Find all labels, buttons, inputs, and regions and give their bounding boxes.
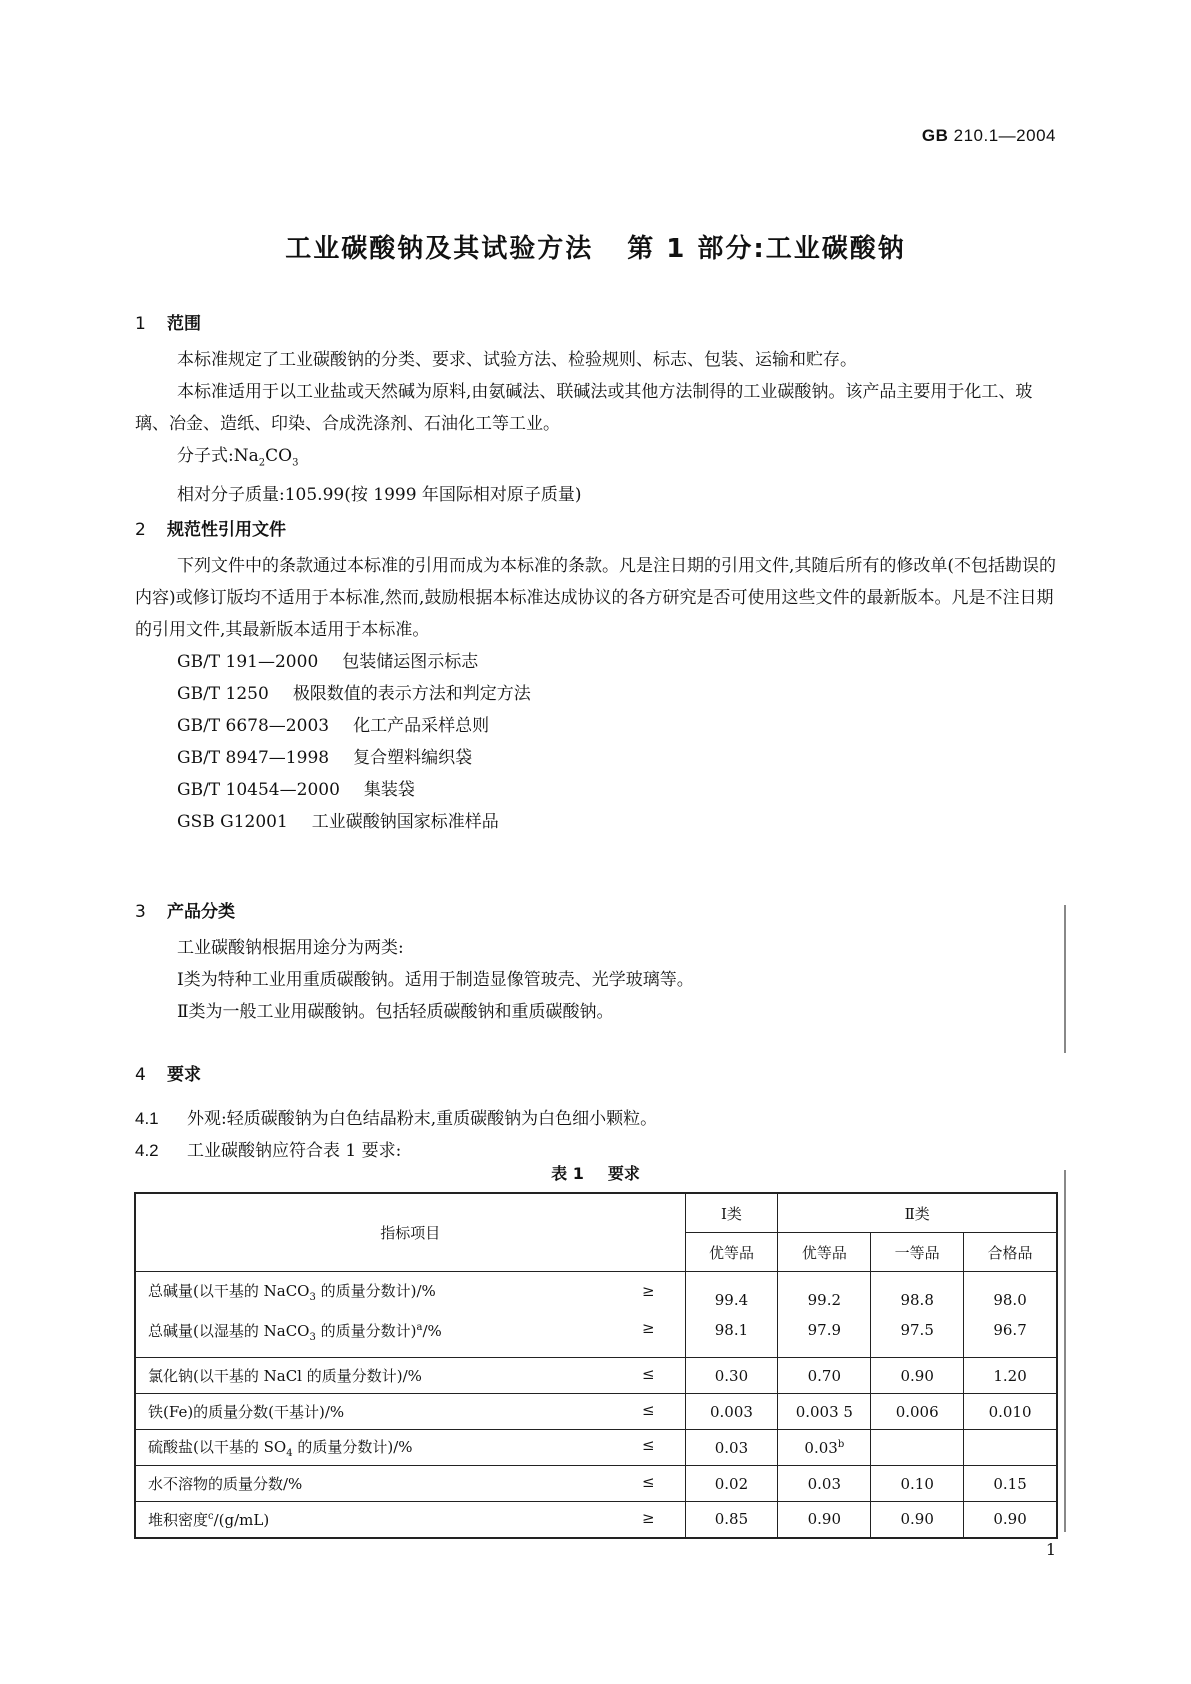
molecular-formula: 分子式$:Na_2CO_3$ bbox=[177, 446, 299, 469]
table-header-grade: 优等品 bbox=[685, 1233, 778, 1272]
document-title bbox=[0, 228, 1191, 265]
reference-item: GB/T 191—2000 包装储运图示标志 bbox=[177, 652, 479, 672]
title-part-a: 工业碳酸钠及其试验方法 bbox=[285, 234, 594, 264]
scope-body bbox=[135, 344, 1059, 511]
molecular-mass: 相对分子质量:105.99(按 1999 年国际相对原子质量) bbox=[177, 485, 582, 506]
table-caption: 表 1 要求 bbox=[551, 1164, 640, 1183]
reference-item: GB/T 6678—2003 化工产品采样总则 bbox=[177, 716, 490, 736]
table-header-grade: 合格品 bbox=[964, 1233, 1057, 1272]
table-header-class-1: Ⅰ类 bbox=[685, 1193, 778, 1233]
scope-paragraph: 本标准规定了工业碳酸钠的分类、要求、试验方法、检验规则、标志、包装、运输和贮存。 bbox=[177, 350, 857, 370]
revision-bar bbox=[1064, 905, 1066, 1053]
classification-paragraph: Ⅰ类为特种工业用重质碳酸钠。适用于制造显像管玻壳、光学玻璃等。 bbox=[177, 970, 694, 990]
scope-paragraph: 本标准适用于以工业盐或天然碱为原料,由氨碱法、联碱法或其他方法制得的工业碳酸钠。该产品主要用于化工、玻璃、冶金、造纸、印染、合成洗涤剂、石油化工等工业。 bbox=[135, 382, 1033, 434]
standard-code: 210.1—2004 bbox=[953, 126, 1056, 145]
requirement-4-2: 4.2 工业碳酸钠应符合表 1 要求: bbox=[135, 1141, 402, 1161]
page-number: 1 bbox=[1045, 1540, 1056, 1559]
table-header-item: 指标项目 bbox=[135, 1193, 685, 1272]
table-row: 总碱量(以干基的 NaCO$_3$ 的质量分数计)/% ≥ 总碱量(以湿基的 NaCO$_3$ 的质量分数计)$^a$/% ≥ 99.4 98.1 99.2 97.9 98.8 97.5 98.0 96.7 bbox=[135, 1272, 1057, 1358]
classification-paragraph: Ⅱ类为一般工业用碳酸钠。包括轻质碳酸钠和重质碳酸钠。 bbox=[177, 1002, 614, 1022]
reference-item: GB/T 8947—1998 复合塑料编织袋 bbox=[177, 748, 473, 768]
section-heading-references: 2 规范性引用文件 bbox=[135, 520, 286, 540]
references-body bbox=[135, 550, 1059, 838]
section-heading-classification: 3 产品分类 bbox=[135, 902, 235, 922]
standard-number bbox=[922, 126, 1056, 146]
table-header-grade: 一等品 bbox=[871, 1233, 964, 1272]
table-row: 堆积密度$^c$/(g/mL) ≥ 0.85 0.90 0.90 0.90 bbox=[135, 1502, 1057, 1538]
requirement-4-1: 4.1 外观:轻质碳酸钠为白色结晶粉末,重质碳酸钠为白色细小颗粒。 bbox=[135, 1109, 658, 1129]
table-header-grade: 优等品 bbox=[778, 1233, 871, 1272]
requirements-table bbox=[134, 1192, 1058, 1539]
reference-item: GSB G12001 工业碳酸钠国家标准样品 bbox=[177, 812, 499, 832]
classification-paragraph: 工业碳酸钠根据用途分为两类: bbox=[177, 938, 404, 958]
classification-body bbox=[135, 932, 1059, 1028]
table-row: 硫酸盐(以干基的 $SO_4$ 的质量分数计)/% ≤ 0.03 0.03$^b$ bbox=[135, 1430, 1057, 1466]
standard-prefix: GB bbox=[921, 126, 949, 145]
references-intro: 下列文件中的条款通过本标准的引用而成为本标准的条款。凡是注日期的引用文件,其随后所有的修改单(不包括勘误的内容)或修订版均不适用于本标准,然而,鼓励根据本标准达成协议的各方研究是否可使用这些文件的最新版本。凡是不注日期的引用文件,其最新版本适用于本标准。 bbox=[135, 556, 1057, 640]
title-part-b: 第 1 部分:工业碳酸钠 bbox=[627, 234, 906, 264]
reference-item: GB/T 10454—2000 集装袋 bbox=[177, 780, 415, 800]
table-row: 水不溶物的质量分数/% ≤ 0.02 0.03 0.10 0.15 bbox=[135, 1466, 1057, 1502]
reference-item: GB/T 1250 极限数值的表示方法和判定方法 bbox=[177, 684, 531, 704]
table-row: 氯化钠(以干基的 NaCl 的质量分数计)/% ≤ 0.30 0.70 0.90 1.20 bbox=[135, 1358, 1057, 1394]
section-heading-requirements: 4 要求 bbox=[135, 1065, 201, 1085]
section-heading-scope: 1 范围 bbox=[135, 314, 201, 334]
table-header-class-2: Ⅱ类 bbox=[778, 1193, 1057, 1233]
revision-bar bbox=[1064, 1170, 1066, 1532]
table-row: 铁(Fe)的质量分数(干基计)/% ≤ 0.003 0.003 5 0.006 0.010 bbox=[135, 1394, 1057, 1430]
